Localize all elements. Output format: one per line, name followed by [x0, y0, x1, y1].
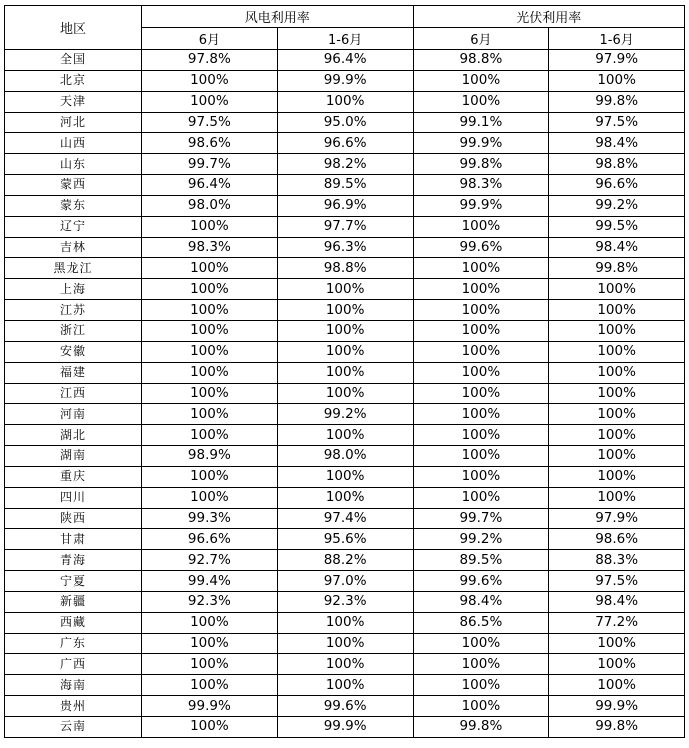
- table-row: [5, 91, 685, 112]
- value-cell-wind-jan-jun: 97.4%: [277, 508, 413, 529]
- value-cell-wind-jan-jun: 100%: [277, 300, 413, 321]
- value-cell-solar-jan-jun: 100%: [549, 404, 685, 425]
- value-cell-wind-jan-jun: 92.3%: [277, 591, 413, 612]
- value-cell-wind-jan-jun: 98.0%: [277, 446, 413, 467]
- table-row: [5, 404, 685, 425]
- value-cell-wind-june: 100%: [142, 383, 278, 404]
- value-cell-wind-june: 100%: [142, 612, 278, 633]
- region-cell: 天津: [5, 91, 142, 112]
- table-row: [5, 508, 685, 529]
- region-cell: 陕西: [5, 508, 142, 529]
- value-cell-wind-jan-jun: 98.2%: [277, 154, 413, 175]
- table-row: [5, 612, 685, 633]
- value-cell-wind-june: 99.9%: [142, 696, 278, 717]
- value-cell-wind-june: 100%: [142, 300, 278, 321]
- value-cell-wind-jan-jun: 100%: [277, 654, 413, 675]
- value-cell-wind-jan-jun: 100%: [277, 487, 413, 508]
- value-cell-wind-june: 100%: [142, 91, 278, 112]
- value-cell-wind-june: 98.9%: [142, 446, 278, 467]
- value-cell-solar-jan-jun: 98.8%: [549, 154, 685, 175]
- value-cell-solar-jan-jun: 98.4%: [549, 133, 685, 154]
- value-cell-solar-june: 100%: [413, 466, 549, 487]
- value-cell-wind-june: 99.3%: [142, 508, 278, 529]
- region-cell: 湖南: [5, 446, 142, 467]
- region-cell: 安徽: [5, 341, 142, 362]
- value-cell-solar-june: 100%: [413, 633, 549, 654]
- value-cell-solar-june: 100%: [413, 425, 549, 446]
- value-cell-solar-june: 100%: [413, 279, 549, 300]
- region-cell: 青海: [5, 550, 142, 571]
- region-cell: 上海: [5, 279, 142, 300]
- value-cell-solar-june: 99.9%: [413, 133, 549, 154]
- value-cell-solar-june: 100%: [413, 487, 549, 508]
- table-row: [5, 446, 685, 467]
- value-cell-solar-june: 100%: [413, 675, 549, 696]
- region-cell: 吉林: [5, 237, 142, 258]
- value-cell-wind-june: 100%: [142, 279, 278, 300]
- value-cell-solar-jan-jun: 99.5%: [549, 216, 685, 237]
- value-cell-wind-june: 100%: [142, 258, 278, 279]
- table-body: [5, 50, 685, 738]
- value-cell-solar-jan-jun: 97.5%: [549, 571, 685, 592]
- region-cell: 北京: [5, 70, 142, 91]
- value-cell-solar-june: 100%: [413, 696, 549, 717]
- value-cell-wind-june: 99.4%: [142, 571, 278, 592]
- value-cell-wind-june: 92.7%: [142, 550, 278, 571]
- table-row: [5, 341, 685, 362]
- value-cell-solar-jan-jun: 99.8%: [549, 91, 685, 112]
- value-cell-solar-jan-jun: 100%: [549, 487, 685, 508]
- value-cell-wind-june: 100%: [142, 487, 278, 508]
- region-cell: 江西: [5, 383, 142, 404]
- region-cell: 江苏: [5, 300, 142, 321]
- value-cell-solar-june: 99.2%: [413, 529, 549, 550]
- value-cell-solar-june: 100%: [413, 258, 549, 279]
- table-row: [5, 529, 685, 550]
- header-row-groups: [5, 6, 685, 28]
- value-cell-wind-jan-jun: 100%: [277, 612, 413, 633]
- table-row: [5, 654, 685, 675]
- table-row: [5, 696, 685, 717]
- table-row: [5, 237, 685, 258]
- table-row: [5, 133, 685, 154]
- value-cell-solar-june: 100%: [413, 341, 549, 362]
- group-header-wind: 风电利用率: [142, 6, 414, 28]
- table-row: [5, 425, 685, 446]
- value-cell-wind-jan-jun: 97.0%: [277, 571, 413, 592]
- value-cell-solar-jan-jun: 100%: [549, 675, 685, 696]
- value-cell-solar-june: 100%: [413, 300, 549, 321]
- value-cell-solar-jan-jun: 100%: [549, 446, 685, 467]
- table-row: [5, 195, 685, 216]
- table-row: [5, 216, 685, 237]
- value-cell-wind-jan-jun: 100%: [277, 633, 413, 654]
- value-cell-solar-jan-jun: 100%: [549, 383, 685, 404]
- region-cell: 重庆: [5, 466, 142, 487]
- region-cell: 广西: [5, 654, 142, 675]
- table-row: [5, 50, 685, 71]
- value-cell-solar-jan-jun: 100%: [549, 320, 685, 341]
- region-cell: 广东: [5, 633, 142, 654]
- table-row: [5, 591, 685, 612]
- value-cell-wind-jan-jun: 100%: [277, 279, 413, 300]
- value-cell-solar-jan-jun: 98.4%: [549, 237, 685, 258]
- value-cell-wind-jan-jun: 89.5%: [277, 175, 413, 196]
- value-cell-solar-jan-jun: 100%: [549, 654, 685, 675]
- value-cell-wind-jan-jun: 96.4%: [277, 50, 413, 71]
- value-cell-solar-jan-jun: 97.5%: [549, 112, 685, 133]
- value-cell-wind-jan-jun: 100%: [277, 466, 413, 487]
- value-cell-wind-jan-jun: 88.2%: [277, 550, 413, 571]
- region-cell: 福建: [5, 362, 142, 383]
- utilization-table: [4, 5, 685, 738]
- value-cell-wind-june: 99.7%: [142, 154, 278, 175]
- table-row: [5, 717, 685, 738]
- value-cell-solar-june: 100%: [413, 91, 549, 112]
- region-cell: 甘肃: [5, 529, 142, 550]
- value-cell-solar-jan-jun: 96.6%: [549, 175, 685, 196]
- table-row: [5, 300, 685, 321]
- value-cell-wind-june: 100%: [142, 425, 278, 446]
- value-cell-wind-june: 100%: [142, 404, 278, 425]
- value-cell-solar-jan-jun: 100%: [549, 633, 685, 654]
- table-row: [5, 550, 685, 571]
- value-cell-solar-june: 99.9%: [413, 195, 549, 216]
- value-cell-wind-jan-jun: 100%: [277, 341, 413, 362]
- value-cell-solar-june: 89.5%: [413, 550, 549, 571]
- table-row: [5, 279, 685, 300]
- region-cell: 辽宁: [5, 216, 142, 237]
- subheader-wind-jan-jun: 1-6月: [277, 28, 413, 50]
- region-cell: 海南: [5, 675, 142, 696]
- group-header-solar: 光伏利用率: [413, 6, 685, 28]
- value-cell-solar-jan-jun: 100%: [549, 466, 685, 487]
- region-cell: 河南: [5, 404, 142, 425]
- value-cell-solar-jan-jun: 99.2%: [549, 195, 685, 216]
- value-cell-wind-jan-jun: 99.6%: [277, 696, 413, 717]
- value-cell-wind-jan-jun: 98.8%: [277, 258, 413, 279]
- value-cell-wind-jan-jun: 99.2%: [277, 404, 413, 425]
- region-cell: 四川: [5, 487, 142, 508]
- value-cell-solar-jan-jun: 100%: [549, 362, 685, 383]
- table-row: [5, 466, 685, 487]
- value-cell-solar-june: 99.6%: [413, 571, 549, 592]
- value-cell-wind-june: 92.3%: [142, 591, 278, 612]
- value-cell-wind-june: 100%: [142, 675, 278, 696]
- value-cell-wind-june: 100%: [142, 654, 278, 675]
- value-cell-wind-june: 100%: [142, 717, 278, 738]
- value-cell-wind-june: 100%: [142, 341, 278, 362]
- region-cell: 西藏: [5, 612, 142, 633]
- value-cell-wind-june: 98.0%: [142, 195, 278, 216]
- table-row: [5, 175, 685, 196]
- value-cell-solar-jan-jun: 98.6%: [549, 529, 685, 550]
- value-cell-solar-jan-jun: 97.9%: [549, 50, 685, 71]
- value-cell-solar-june: 100%: [413, 446, 549, 467]
- table-row: [5, 633, 685, 654]
- value-cell-solar-jan-jun: 97.9%: [549, 508, 685, 529]
- value-cell-wind-jan-jun: 96.3%: [277, 237, 413, 258]
- value-cell-wind-june: 100%: [142, 320, 278, 341]
- region-cell: 山东: [5, 154, 142, 175]
- value-cell-solar-june: 99.8%: [413, 717, 549, 738]
- value-cell-wind-jan-jun: 95.6%: [277, 529, 413, 550]
- region-cell: 蒙西: [5, 175, 142, 196]
- value-cell-solar-june: 100%: [413, 216, 549, 237]
- value-cell-solar-june: 100%: [413, 404, 549, 425]
- region-cell: 宁夏: [5, 571, 142, 592]
- value-cell-wind-june: 100%: [142, 362, 278, 383]
- region-cell: 浙江: [5, 320, 142, 341]
- value-cell-wind-jan-jun: 95.0%: [277, 112, 413, 133]
- value-cell-wind-jan-jun: 96.6%: [277, 133, 413, 154]
- value-cell-solar-june: 100%: [413, 654, 549, 675]
- value-cell-solar-june: 99.7%: [413, 508, 549, 529]
- value-cell-solar-june: 98.8%: [413, 50, 549, 71]
- value-cell-wind-jan-jun: 96.9%: [277, 195, 413, 216]
- region-header: 地区: [5, 6, 142, 50]
- value-cell-solar-jan-jun: 98.4%: [549, 591, 685, 612]
- value-cell-wind-june: 97.8%: [142, 50, 278, 71]
- value-cell-solar-june: 98.3%: [413, 175, 549, 196]
- value-cell-solar-june: 99.6%: [413, 237, 549, 258]
- value-cell-solar-june: 100%: [413, 362, 549, 383]
- value-cell-solar-jan-jun: 100%: [549, 70, 685, 91]
- value-cell-wind-jan-jun: 100%: [277, 425, 413, 446]
- value-cell-solar-june: 86.5%: [413, 612, 549, 633]
- value-cell-solar-june: 98.4%: [413, 591, 549, 612]
- value-cell-wind-jan-jun: 99.9%: [277, 717, 413, 738]
- value-cell-wind-jan-jun: 100%: [277, 362, 413, 383]
- value-cell-wind-june: 100%: [142, 70, 278, 91]
- value-cell-wind-june: 98.3%: [142, 237, 278, 258]
- value-cell-solar-jan-jun: 77.2%: [549, 612, 685, 633]
- table-row: [5, 362, 685, 383]
- region-cell: 新疆: [5, 591, 142, 612]
- value-cell-wind-june: 98.6%: [142, 133, 278, 154]
- value-cell-solar-jan-jun: 100%: [549, 341, 685, 362]
- value-cell-solar-jan-jun: 99.8%: [549, 717, 685, 738]
- region-cell: 全国: [5, 50, 142, 71]
- value-cell-solar-june: 100%: [413, 383, 549, 404]
- value-cell-solar-jan-jun: 100%: [549, 300, 685, 321]
- table-row: [5, 154, 685, 175]
- value-cell-wind-jan-jun: 97.7%: [277, 216, 413, 237]
- subheader-solar-jan-jun: 1-6月: [549, 28, 685, 50]
- value-cell-wind-jan-jun: 100%: [277, 91, 413, 112]
- value-cell-solar-june: 99.1%: [413, 112, 549, 133]
- value-cell-wind-june: 100%: [142, 216, 278, 237]
- value-cell-solar-jan-jun: 99.8%: [549, 258, 685, 279]
- subheader-wind-june: 6月: [142, 28, 278, 50]
- table-row: [5, 571, 685, 592]
- table-row: [5, 675, 685, 696]
- value-cell-solar-jan-jun: 88.3%: [549, 550, 685, 571]
- table-row: [5, 320, 685, 341]
- subheader-solar-june: 6月: [413, 28, 549, 50]
- value-cell-solar-jan-jun: 100%: [549, 279, 685, 300]
- value-cell-solar-jan-jun: 100%: [549, 425, 685, 446]
- value-cell-wind-jan-jun: 100%: [277, 320, 413, 341]
- value-cell-wind-june: 97.5%: [142, 112, 278, 133]
- region-cell: 河北: [5, 112, 142, 133]
- region-cell: 蒙东: [5, 195, 142, 216]
- table-row: [5, 487, 685, 508]
- value-cell-wind-june: 100%: [142, 633, 278, 654]
- value-cell-wind-jan-jun: 100%: [277, 675, 413, 696]
- table-row: [5, 112, 685, 133]
- region-cell: 贵州: [5, 696, 142, 717]
- value-cell-solar-june: 100%: [413, 70, 549, 91]
- value-cell-solar-jan-jun: 99.9%: [549, 696, 685, 717]
- value-cell-wind-jan-jun: 100%: [277, 383, 413, 404]
- value-cell-solar-june: 100%: [413, 320, 549, 341]
- region-cell: 湖北: [5, 425, 142, 446]
- region-cell: 山西: [5, 133, 142, 154]
- table-row: [5, 70, 685, 91]
- region-cell: 黑龙江: [5, 258, 142, 279]
- table-row: [5, 258, 685, 279]
- value-cell-wind-june: 100%: [142, 466, 278, 487]
- value-cell-wind-june: 96.6%: [142, 529, 278, 550]
- table-row: [5, 383, 685, 404]
- value-cell-solar-june: 99.8%: [413, 154, 549, 175]
- region-cell: 云南: [5, 717, 142, 738]
- value-cell-wind-jan-jun: 99.9%: [277, 70, 413, 91]
- value-cell-wind-june: 96.4%: [142, 175, 278, 196]
